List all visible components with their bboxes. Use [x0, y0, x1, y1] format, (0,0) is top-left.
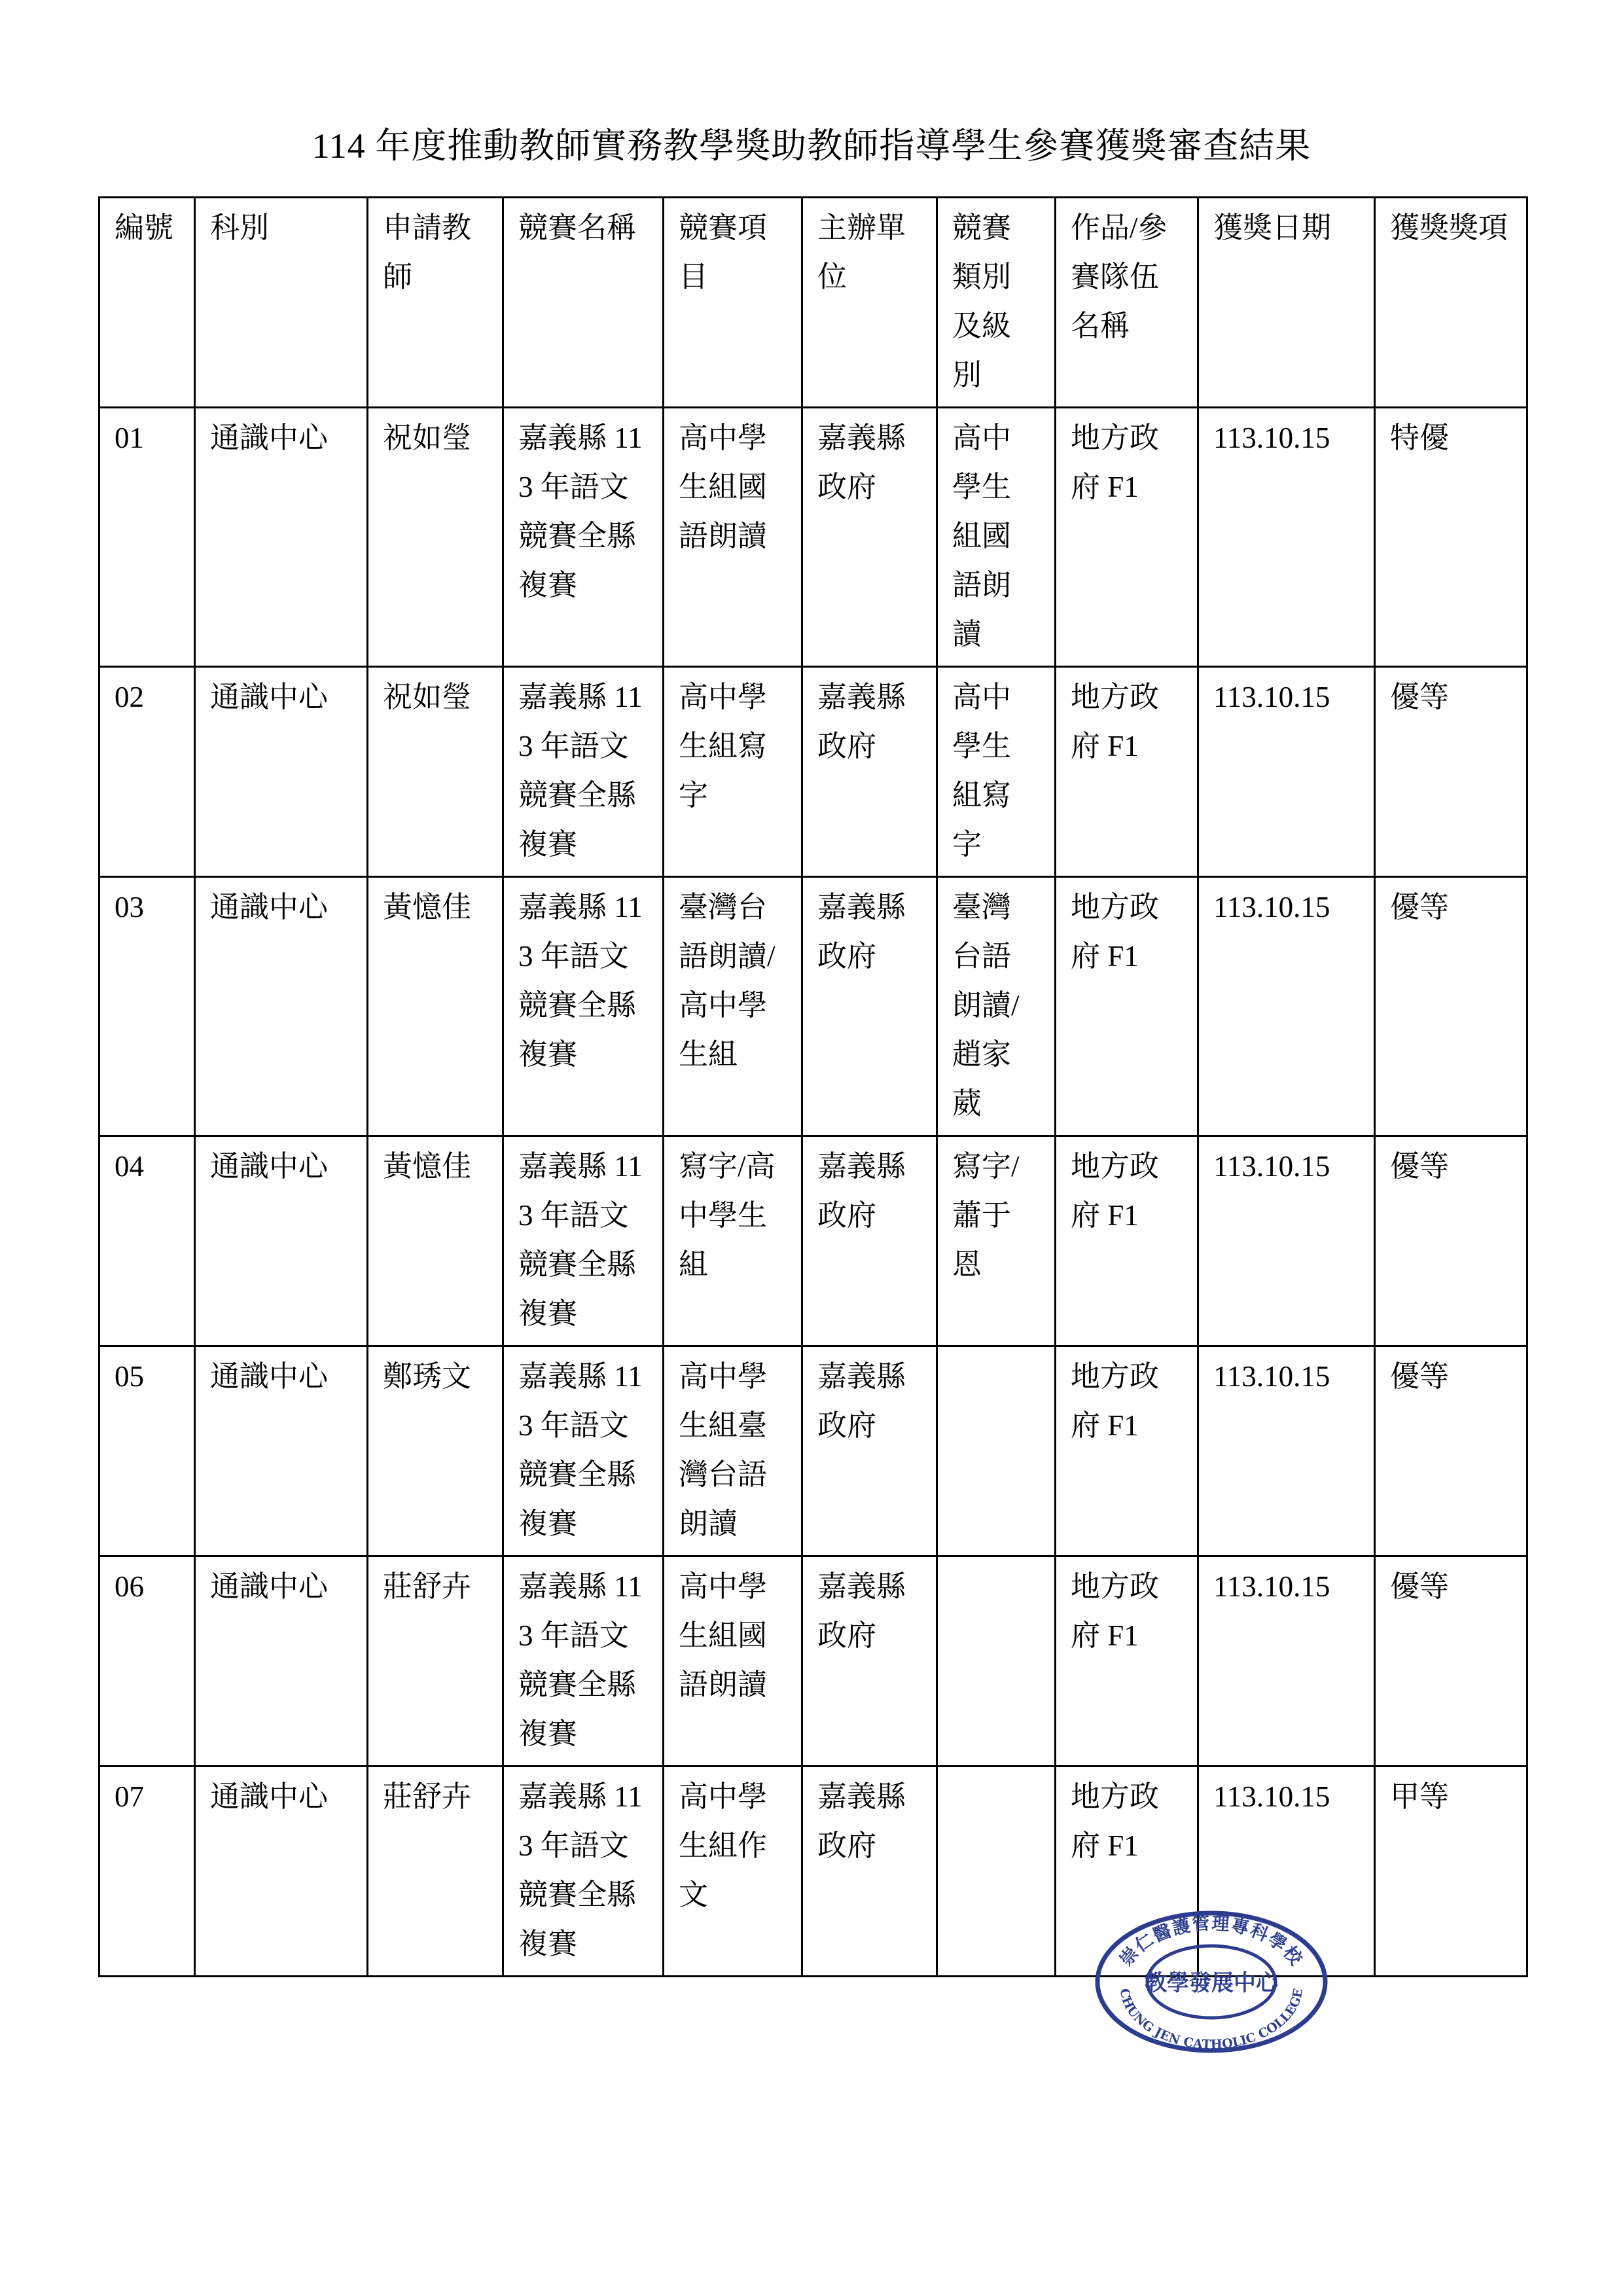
cell-category: 寫字/蕭于恩 — [937, 1136, 1056, 1346]
cell-competition: 嘉義縣 113 年語文競賽全縣複賽 — [503, 1136, 664, 1346]
cell-award: 優等 — [1375, 877, 1527, 1136]
cell-date: 113.10.15 — [1198, 1556, 1375, 1767]
cell-date: 113.10.15 — [1198, 1767, 1375, 1977]
cell-department: 通識中心 — [195, 1136, 368, 1346]
cell-category — [937, 1767, 1056, 1977]
cell-competition: 嘉義縣 113 年語文競賽全縣複賽 — [503, 667, 664, 877]
cell-competition: 嘉義縣 113 年語文競賽全縣複賽 — [503, 1556, 664, 1767]
table-row — [99, 1136, 1527, 1346]
cell-competition: 嘉義縣 113 年語文競賽全縣複賽 — [503, 1767, 664, 1977]
cell-category: 臺灣台語朗讀/趙家葳 — [937, 877, 1056, 1136]
cell-event: 高中學生組臺灣台語朗讀 — [664, 1346, 802, 1556]
cell-competition: 嘉義縣 113 年語文競賽全縣複賽 — [503, 408, 664, 667]
cell-teacher: 莊舒卉 — [368, 1767, 503, 1977]
cell-date: 113.10.15 — [1198, 667, 1375, 877]
svg-text:崇仁醫護管理專科學校 — [1116, 1913, 1307, 1970]
header-cell-teacher: 申請教師 — [368, 198, 503, 408]
header-cell-event: 競賽項目 — [664, 198, 802, 408]
cell-entry: 地方政府 F1 — [1056, 408, 1198, 667]
cell-department: 通識中心 — [195, 667, 368, 877]
header-cell-award: 獲獎獎項 — [1375, 198, 1527, 408]
cell-competition: 嘉義縣 113 年語文競賽全縣複賽 — [503, 1346, 664, 1556]
table-row — [99, 667, 1527, 877]
cell-teacher: 祝如瑩 — [368, 408, 503, 667]
page-title: 114 年度推動教師實務教學獎助教師指導學生參賽獲獎審查結果 — [312, 126, 1311, 166]
cell-id: 03 — [99, 877, 195, 1136]
cell-award: 優等 — [1375, 1136, 1527, 1346]
cell-event: 寫字/高中學生組 — [664, 1136, 802, 1346]
cell-entry: 地方政府 F1 — [1056, 667, 1198, 877]
cell-category — [937, 1556, 1056, 1767]
cell-entry: 地方政府 F1 — [1056, 1767, 1198, 1977]
header-cell-organizer: 主辦單位 — [802, 198, 937, 408]
table-row — [99, 1556, 1527, 1767]
cell-id: 01 — [99, 408, 195, 667]
cell-id: 04 — [99, 1136, 195, 1346]
cell-id: 06 — [99, 1556, 195, 1767]
cell-teacher: 莊舒卉 — [368, 1556, 503, 1767]
cell-id: 05 — [99, 1346, 195, 1556]
svg-text:CHUNG JEN CATHOLIC COLLEGE — [1117, 1987, 1306, 2052]
cell-event: 臺灣台語朗讀/高中學生組 — [664, 877, 802, 1136]
cell-event: 高中學生組國語朗讀 — [664, 1556, 802, 1767]
table-row — [99, 1346, 1527, 1556]
table-row — [99, 408, 1527, 667]
cell-category: 高中學生組國語朗讀 — [937, 408, 1056, 667]
cell-date: 113.10.15 — [1198, 408, 1375, 667]
cell-department: 通識中心 — [195, 1767, 368, 1977]
cell-department: 通識中心 — [195, 1346, 368, 1556]
school-seal — [1094, 1910, 1329, 2054]
cell-competition: 嘉義縣 113 年語文競賽全縣複賽 — [503, 877, 664, 1136]
cell-date: 113.10.15 — [1198, 1346, 1375, 1556]
cell-category: 高中學生組寫字 — [937, 667, 1056, 877]
table-row — [99, 877, 1527, 1136]
cell-id: 02 — [99, 667, 195, 877]
cell-id: 07 — [99, 1767, 195, 1977]
cell-teacher: 鄭琇文 — [368, 1346, 503, 1556]
cell-award: 優等 — [1375, 1556, 1527, 1767]
cell-event: 高中學生組國語朗讀 — [664, 408, 802, 667]
cell-award: 甲等 — [1375, 1767, 1527, 1977]
cell-organizer: 嘉義縣政府 — [802, 1556, 937, 1767]
header-cell-competition: 競賽名稱 — [503, 198, 664, 408]
cell-teacher: 黃憶佳 — [368, 1136, 503, 1346]
seal-english-name: CHUNG JEN CATHOLIC COLLEGE — [1116, 1987, 1306, 2053]
cell-event: 高中學生組寫字 — [664, 667, 802, 877]
cell-organizer: 嘉義縣政府 — [802, 1136, 937, 1346]
cell-award: 優等 — [1375, 1346, 1527, 1556]
header-cell-department: 科別 — [195, 198, 368, 408]
header-cell-id: 編號 — [99, 198, 195, 408]
cell-organizer: 嘉義縣政府 — [802, 408, 937, 667]
cell-teacher: 黃憶佳 — [368, 877, 503, 1136]
cell-entry: 地方政府 F1 — [1056, 1136, 1198, 1346]
header-row — [99, 198, 1527, 408]
seal-school-name: 崇仁醫護管理專科學校 — [1116, 1913, 1307, 1970]
cell-department: 通識中心 — [195, 877, 368, 1136]
cell-department: 通識中心 — [195, 408, 368, 667]
cell-category — [937, 1346, 1056, 1556]
cell-event: 高中學生組作文 — [664, 1767, 802, 1977]
cell-organizer: 嘉義縣政府 — [802, 877, 937, 1136]
cell-award: 特優 — [1375, 408, 1527, 667]
header-cell-category: 競賽類別及級別 — [937, 198, 1056, 408]
cell-entry: 地方政府 F1 — [1056, 1556, 1198, 1767]
cell-entry: 地方政府 F1 — [1056, 877, 1198, 1136]
cell-organizer: 嘉義縣政府 — [802, 1767, 937, 1977]
header-cell-date: 獲獎日期 — [1198, 198, 1375, 408]
cell-organizer: 嘉義縣政府 — [802, 667, 937, 877]
cell-teacher: 祝如瑩 — [368, 667, 503, 877]
seal-center-name: 教學發展中心 — [1145, 1970, 1278, 1996]
awards-table — [98, 196, 1528, 1977]
cell-entry: 地方政府 F1 — [1056, 1346, 1198, 1556]
cell-organizer: 嘉義縣政府 — [802, 1346, 937, 1556]
cell-award: 優等 — [1375, 667, 1527, 877]
header-cell-entry: 作品/參賽隊伍名稱 — [1056, 198, 1198, 408]
cell-department: 通識中心 — [195, 1556, 368, 1767]
cell-date: 113.10.15 — [1198, 1136, 1375, 1346]
cell-date: 113.10.15 — [1198, 877, 1375, 1136]
